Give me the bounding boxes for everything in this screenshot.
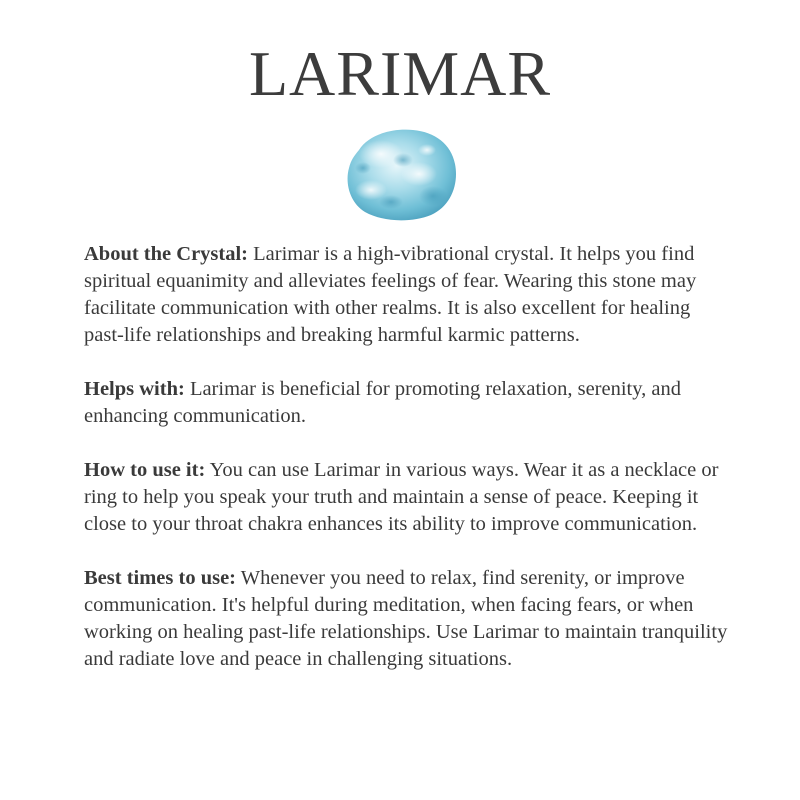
section-helps-with	[84, 376, 734, 430]
stone-image	[341, 124, 461, 224]
section-heading: About the Crystal:	[84, 243, 248, 265]
section-body: Larimar is beneficial for promoting relaxation, serenity, and enhancing communication.	[84, 378, 681, 427]
larimar-stone-icon	[341, 124, 461, 224]
section-about	[84, 241, 734, 349]
section-body: You can use Larimar in various ways. Wear it as a necklace or ring to help you speak your truth and maintain a sense of peace. Keeping it close to your throat chakra enhances its ability to improve communication.	[84, 459, 719, 535]
section-body: Larimar is a high-vibrational crystal. It helps you find spiritual equanimity and alleviates feelings of fear. Wearing this stone may facilitate communication with other realms. It is also excellent for healing past-life relationships and breaking harmful karmic patterns.	[84, 243, 697, 346]
page-title: LARIMAR	[248, 38, 552, 109]
section-heading: How to use it:	[84, 459, 206, 481]
section-heading: Best times to use:	[84, 567, 237, 589]
crystal-description	[84, 241, 734, 673]
section-how-to-use	[84, 457, 734, 538]
section-heading: Helps with:	[84, 378, 185, 400]
section-body: Whenever you need to relax, find serenity, or improve communication. It's helpful during meditation, when facing fears, or when working on healing past-life relationships. Use Larimar to maintain tranquility and radiate love and peace in challenging situations.	[84, 567, 728, 670]
section-best-times	[84, 565, 734, 673]
